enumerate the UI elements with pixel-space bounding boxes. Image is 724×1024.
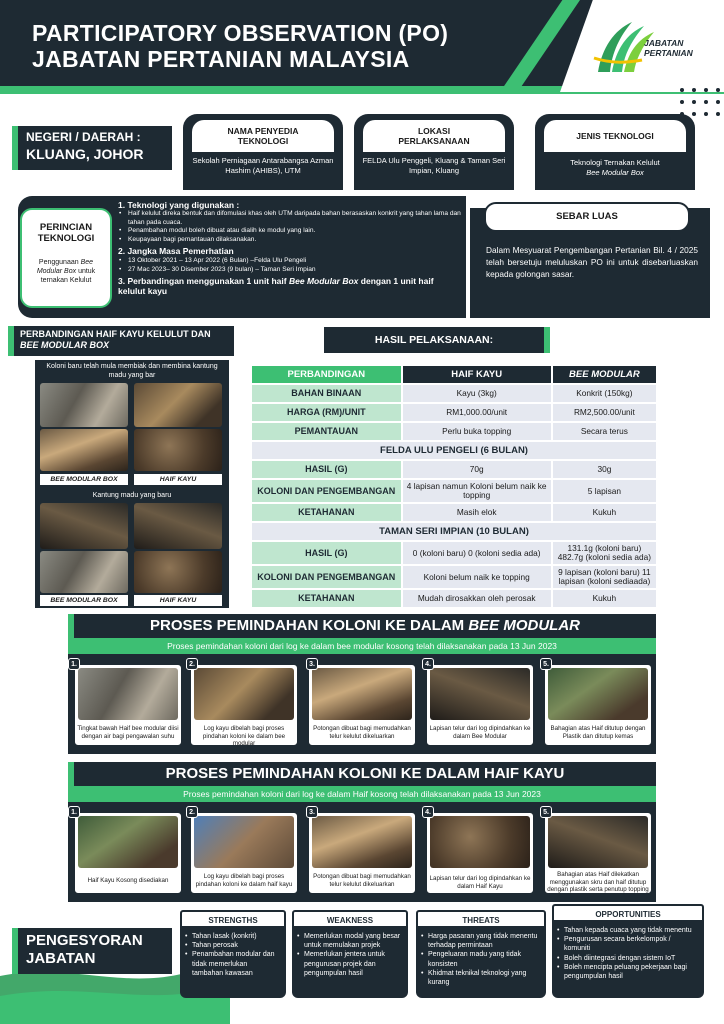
label-haif-kayu-2: HAIF KAYU [134, 595, 222, 606]
table-row [252, 423, 656, 440]
hasil-title-bar [324, 327, 550, 353]
hasil-table [250, 364, 658, 609]
pengesyoran-box [12, 928, 172, 974]
table-row [252, 404, 656, 421]
info-box-jenis-title: JENIS TEKNOLOGI [576, 131, 654, 141]
row-label: HARGA (RM)/UNIT [252, 404, 401, 421]
label-bee-modular-2: BEE MODULAR BOX [40, 595, 128, 606]
proses-kayu-step-5 [544, 812, 652, 894]
perincian-b3: • Keupayaan bagi pemantauan dilaksanakan. [118, 236, 462, 245]
page-title [32, 20, 448, 72]
cell: Perlu buka topping [403, 423, 551, 440]
step-photo [78, 816, 178, 868]
perincian-title: PERINCIAN TEKNOLOGI [37, 222, 95, 244]
row-label: PEMANTAUAN [252, 423, 401, 440]
info-box-penyedia-text: Sekolah Perniagaan Antarabangsa Azman Hashim (AHIBS), UTM [192, 156, 334, 175]
info-box-lokasi-title: LOKASI PERLAKSANAAN [398, 126, 470, 146]
perincian-b4: • 13 Oktober 2021 – 13 Apr 2022 (6 Bulan) –Felda Ulu Pengeli [118, 256, 462, 265]
swot-threats-list [416, 928, 546, 998]
proses-bee-step-3 [308, 664, 416, 746]
step-photo [548, 668, 648, 720]
photo-bee-modular-2a [40, 503, 128, 549]
info-box-penyedia-title: NAMA PENYEDIA TEKNOLOGI [227, 126, 299, 146]
jenis-text-2: Bee Modular Box [586, 168, 644, 177]
logo-text-1: JABATAN [644, 38, 684, 48]
label-haif-kayu-1: HAIF KAYU [134, 474, 222, 485]
table-header-cell: PERBANDINGAN [252, 366, 401, 383]
photo-bee-modular-2b [40, 551, 128, 593]
proses-bee-step-4 [426, 664, 534, 746]
perincian-h2: 2. Jangka Masa Pemerhatian [118, 246, 234, 256]
proses-bee-subtitle: Proses pemindahan koloni dari log ke dalam bee modular kosong telah dilaksanakan pada 13 Jun 2023 [167, 641, 557, 651]
list-item: • Tahan perosak [192, 941, 280, 950]
step-number: 3. [306, 658, 318, 670]
proses-bee-title-italic: BEE MODULAR [468, 617, 581, 634]
table-row [252, 590, 656, 607]
step-caption: Tingkat bawah Haif bee modular diisi dengan air bagi pengawalan suhu [77, 725, 179, 740]
cell: 131.1g (koloni baru) 482.7g (koloni sedia ada) [553, 542, 656, 564]
list-item: • Tahan kepada cuaca yang tidak menentu [564, 926, 698, 935]
pengesyoran-line-1: PENGESYORAN [26, 932, 143, 949]
location-label: NEGERI / DAERAH : [26, 130, 141, 144]
list-item: • Harga pasaran yang tidak menentu terhadap permintaan [428, 932, 540, 950]
perincian-list-2 [118, 256, 462, 274]
row-label: KOLONI DAN PENGEMBANGAN [252, 566, 401, 588]
proses-bee-title-prefix: PROSES PEMINDAHAN KOLONI KE DALAM [149, 617, 465, 634]
table-header-cell: BEE MODULAR [553, 366, 656, 383]
step-caption: Haif Kayu Kosong disediakan [87, 877, 169, 884]
cell: Kayu (3kg) [403, 385, 551, 402]
row-label: KETAHANAN [252, 590, 401, 607]
swot-weakness-title: WEAKNESS [292, 910, 408, 928]
step-number: 4. [422, 806, 434, 818]
jabatan-pertanian-logo [592, 18, 702, 78]
info-box-jenis-title-box [544, 120, 686, 152]
table-row [252, 566, 656, 588]
h3-italic: Bee Modular Box [288, 276, 359, 286]
comparison-caption-1: Koloni baru telah mula membiak dan membina kantung madu yang bar [46, 363, 218, 379]
step-number: 1. [68, 658, 80, 670]
step-number: 5. [540, 806, 552, 818]
row-label: HASIL (G) [252, 461, 401, 478]
cell: Kukuh [553, 504, 656, 521]
table-section-row [252, 523, 656, 540]
step-caption: Potongan dibuat bagi memudahkan telur kelulut dikeluarkan [313, 873, 411, 888]
swot-weakness-list [292, 928, 408, 998]
hasil-title: HASIL PELAKSANAAN: [374, 334, 494, 346]
proses-bee-step-1 [74, 664, 182, 746]
perincian-b1: • Haif kelulut direka bentuk dan difomulasi khas oleh UTM daripada bahan berasaskan konkrit yang tahan lama dan tahan pada cuaca. [118, 210, 462, 227]
perincian-title-card [20, 208, 112, 308]
step-caption: Bahagian atas Haif ditutup dengan Plastik dan ditutup kemas [550, 725, 646, 740]
sub-suffix: untuk ternakan Kelulut [40, 268, 96, 284]
list-item: • Boleh diintegrasi dengan sistem IoT [564, 954, 698, 963]
step-number: 2. [186, 658, 198, 670]
table-row [252, 480, 656, 502]
step-photo [430, 668, 530, 720]
list-item: • Pengurusan secara berkelompok / komuniti [564, 935, 698, 953]
swot-strengths-title: STRENGTHS [180, 910, 286, 928]
step-number: 2. [186, 806, 198, 818]
step-caption: Lapisan telur dari log dipindahkan ke dalam Haif Kayu [429, 875, 531, 890]
comparison-caption-2: Kantung madu yang baru [92, 492, 172, 499]
step-photo [194, 816, 294, 868]
cell: 30g [553, 461, 656, 478]
cell: RM2,500.00/unit [553, 404, 656, 421]
comparison-title-prefix: PERBANDINGAN HAIF KAYU KELULUT DAN [20, 329, 211, 339]
step-photo [312, 668, 412, 720]
cell: Masih elok [403, 504, 551, 521]
info-box-lokasi-text: FELDA Ulu Penggeli, Kluang & Taman Seri Impian, Kluang [362, 156, 506, 175]
step-number: 5. [540, 658, 552, 670]
proses-bee-subtitle-bar [68, 638, 656, 654]
step-photo [312, 816, 412, 868]
proses-kayu-subtitle-bar [68, 786, 656, 802]
step-caption: Bahagian atas Haif dilekatkan menggunakan skru dan haif ditutup dengan plastik serta penutup topping [547, 871, 649, 893]
photo-haif-kayu-1a [134, 383, 222, 427]
label-bee-modular-1: BEE MODULAR BOX [40, 474, 128, 485]
cell: 4 lapisan namun Koloni belum naik ke topping [403, 480, 551, 502]
cell: Kukuh [553, 590, 656, 607]
step-caption: Log kayu dibelah bagi proses pindahan koloni ke dalam bee modular [202, 725, 286, 747]
list-item: • Memerlukan modal yang besar untuk memulakan projek [304, 932, 402, 950]
sub-prefix: Penggunaan [38, 259, 79, 266]
cell: 9 lapisan (koloni baru) 11 lapisan (koloni sediaada) [553, 566, 656, 588]
step-number: 1. [68, 806, 80, 818]
h3-prefix: 3. Perbandingan menggunakan 1 unit haif [118, 276, 287, 286]
sebar-title: SEBAR LUAS [556, 211, 618, 222]
info-box-lokasi-title-box [363, 120, 505, 152]
proses-kayu-step-4 [426, 812, 534, 894]
step-photo [78, 668, 178, 720]
proses-kayu-title: PROSES PEMINDAHAN KOLONI KE DALAM HAIF KAYU [165, 765, 565, 782]
proses-bee-step-5 [544, 664, 652, 746]
info-box-penyedia-title-box [192, 120, 334, 152]
table-row [252, 542, 656, 564]
proses-kayu-subtitle: Proses pemindahan koloni dari log ke dalam Haif kosong telah dilaksanakan pada 13 Jun 2023 [183, 789, 541, 799]
table-row [252, 385, 656, 402]
section-label: TAMAN SERI IMPIAN (10 BULAN) [252, 523, 656, 540]
step-caption: Potongan dibuat bagi memudahkan telur kelulut dikeluarkan [313, 725, 411, 740]
pengesyoran-line-2: JABATAN [26, 950, 96, 967]
cell: Koloni belum naik ke topping [403, 566, 551, 588]
list-item: • Tahan lasak (konkrit) [192, 932, 280, 941]
photo-haif-kayu-1b [134, 429, 222, 471]
perincian-h1: 1. Teknologi yang digunakan : [118, 200, 240, 210]
list-item: • Memerlukan jentera untuk pengurusan projek dan pengumpulan hasil [304, 950, 402, 978]
row-label: HASIL (G) [252, 542, 401, 564]
photo-haif-kayu-2b [134, 551, 222, 593]
proses-bee-title-bar [68, 614, 656, 638]
location-value: KLUANG, JOHOR [26, 146, 144, 162]
list-item: • Khidmat teknikal teknologi yang kurang [428, 969, 540, 987]
table-row [252, 504, 656, 521]
comparison-title-italic: BEE MODULAR BOX [20, 340, 110, 350]
row-label: BAHAN BINAAN [252, 385, 401, 402]
row-label: KETAHANAN [252, 504, 401, 521]
photo-haif-kayu-2a [134, 503, 222, 549]
h3-suffix: dengan 1 unit haif kelulut kayu [118, 276, 434, 296]
perincian-b2: • Penambahan modul boleh dibuat atau dialih ke modul yang lain. [118, 227, 462, 236]
proses-bee-step-2 [190, 664, 298, 746]
cell: RM1,000.00/unit [403, 404, 551, 421]
sebar-title-box [484, 202, 690, 232]
perincian-b5: • 27 Mac 2023– 30 Disember 2023 (9 bulan) – Taman Seri Impian [118, 265, 462, 274]
table-row [252, 461, 656, 478]
cell: 0 (koloni baru) 0 (koloni sedia ada) [403, 542, 551, 564]
cell: 70g [403, 461, 551, 478]
perincian-h3 [118, 276, 462, 296]
perincian-list-1 [118, 210, 462, 244]
cell: Konkrit (150kg) [553, 385, 656, 402]
table-header-cell: HAIF KAYU [403, 366, 551, 383]
logo-text-2: PERTANIAN [644, 48, 693, 58]
list-item: • Pengeluaran madu yang tidak konsisten [428, 950, 540, 968]
step-number: 3. [306, 806, 318, 818]
step-number: 4. [422, 658, 434, 670]
proses-kayu-step-1 [74, 812, 182, 894]
sub-italic: Bee Modular Box [36, 259, 94, 275]
step-caption: Log kayu dibelah bagi proses pindahan koloni ke dalam haif kayu [195, 873, 293, 888]
comparison-title-bar [8, 326, 234, 356]
proses-kayu-step-2 [190, 812, 298, 894]
title-line-1: PARTICIPATORY OBSERVATION (PO) [32, 20, 449, 46]
perincian-subtitle [22, 258, 110, 285]
cell: Mudah dirosakkan oleh perosak [403, 590, 551, 607]
proses-kayu-title-bar [68, 762, 656, 786]
photo-bee-modular-1b [40, 429, 128, 471]
sebar-text: Dalam Mesyuarat Pengembangan Pertanian Bil. 4 / 2025 telah bersetuju meluluskan PO ini untuk disebarluaskan kepada golongan sasar. [486, 245, 698, 279]
swot-threats-title: THREATS [416, 910, 546, 928]
swot-opportunities-list [552, 922, 704, 998]
swot-opportunities-title: OPPORTUNITIES [552, 904, 704, 922]
step-caption: Lapisan telur dari log dipindahkan ke dalam Bee Modular [429, 725, 531, 740]
jenis-text-1: Teknologi Ternakan Kelulut [570, 158, 660, 167]
info-box-jenis-text [535, 158, 695, 178]
step-photo [548, 816, 648, 868]
row-label: KOLONI DAN PENGEMBANGAN [252, 480, 401, 502]
cell: 5 lapisan [553, 480, 656, 502]
title-line-2: JABATAN PERTANIAN MALAYSIA [32, 46, 410, 72]
swot-strengths-list [180, 928, 286, 998]
table-section-row [252, 442, 656, 459]
location-box [12, 126, 172, 170]
perincian-content [118, 200, 462, 296]
photo-bee-modular-1a [40, 383, 128, 427]
list-item: • Boleh mencipta peluang pekerjaan bagi pengumpulan hasil [564, 963, 698, 981]
list-item: • Penambahan modular dan tidak memerlukan tambahan kawasan [192, 950, 280, 978]
cell: Secara terus [553, 423, 656, 440]
table-header-row [252, 366, 656, 383]
step-photo [194, 668, 294, 720]
proses-kayu-step-3 [308, 812, 416, 894]
step-photo [430, 816, 530, 868]
section-label: FELDA ULU PENGELI (6 BULAN) [252, 442, 656, 459]
